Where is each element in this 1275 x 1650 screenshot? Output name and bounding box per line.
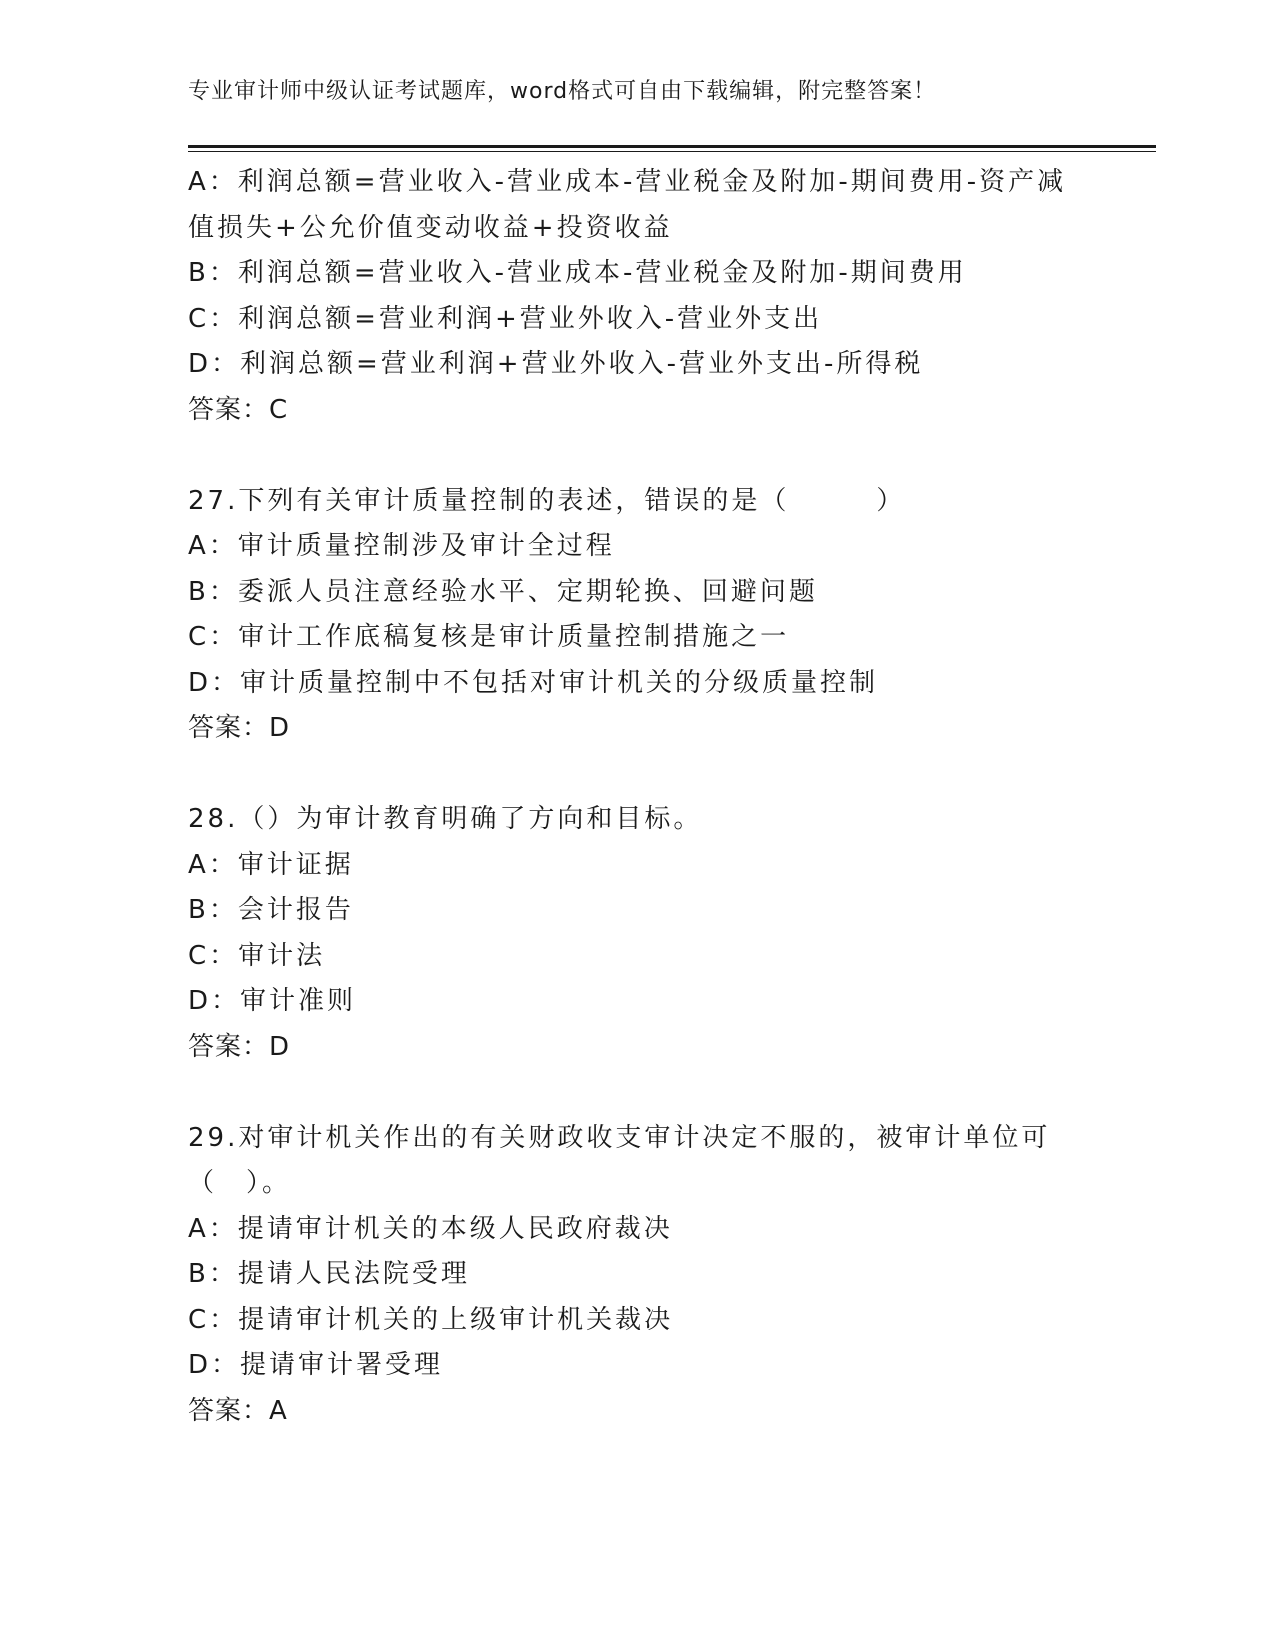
spacer bbox=[188, 433, 1068, 479]
option-b: B：会计报告 bbox=[188, 895, 354, 925]
question-block bbox=[188, 1116, 1068, 1435]
spacer bbox=[188, 1070, 1068, 1116]
option-b: B：委派人员注意经验水平、定期轮换、回避问题 bbox=[188, 576, 818, 607]
option-c: C：审计工作底稿复核是审计质量控制措施之一 bbox=[188, 622, 790, 652]
option-d: D：利润总额=营业利润+营业外收入-营业外支出-所得税 bbox=[188, 349, 924, 379]
option-d: D：审计准则 bbox=[188, 986, 357, 1016]
option-c: C：提请审计机关的上级审计机关裁决 bbox=[188, 1304, 674, 1335]
option-a: A：提请审计机关的本级人民政府裁决 bbox=[188, 1213, 673, 1244]
question-stem: 28.（）为审计教育明确了方向和目标。 bbox=[188, 804, 703, 834]
option-c: C：利润总额=营业利润+营业外收入-营业外支出 bbox=[188, 303, 823, 334]
spacer bbox=[188, 752, 1068, 798]
answer-line: 答案：A bbox=[188, 1395, 288, 1426]
question-list bbox=[188, 160, 1068, 1434]
option-a: A：利润总额=营业收入-营业成本-营业税金及附加-期间费用-资产减值损失+公允价值变动收益+投资收益 bbox=[188, 167, 1067, 243]
answer-line: 答案：D bbox=[188, 1031, 291, 1062]
question-stem: 27.下列有关审计质量控制的表述，错误的是（ ） bbox=[188, 485, 906, 516]
question-block bbox=[188, 479, 1068, 752]
question-block bbox=[188, 797, 1068, 1070]
header-rule-thick bbox=[188, 145, 1156, 148]
option-b: B：利润总额=营业收入-营业成本-营业税金及附加-期间费用 bbox=[188, 258, 967, 288]
option-d: D：审计质量控制中不包括对审计机关的分级质量控制 bbox=[188, 667, 879, 698]
question-block bbox=[188, 160, 1068, 433]
question-stem: 29.对审计机关作出的有关财政收支审计决定不服的，被审计单位可（ ）。 bbox=[188, 1122, 1051, 1198]
option-a: A：审计证据 bbox=[188, 849, 354, 880]
page-header: 专业审计师中级认证考试题库，word格式可自由下载编辑，附完整答案！ bbox=[188, 79, 937, 104]
answer-line: 答案：D bbox=[188, 713, 291, 743]
option-b: B：提请人民法院受理 bbox=[188, 1259, 470, 1289]
answer-line: 答案：C bbox=[188, 394, 289, 425]
option-c: C：审计法 bbox=[188, 940, 326, 971]
option-d: D：提请审计署受理 bbox=[188, 1350, 444, 1380]
option-a: A：审计质量控制涉及审计全过程 bbox=[188, 531, 615, 561]
header-rule-thin bbox=[188, 151, 1156, 152]
